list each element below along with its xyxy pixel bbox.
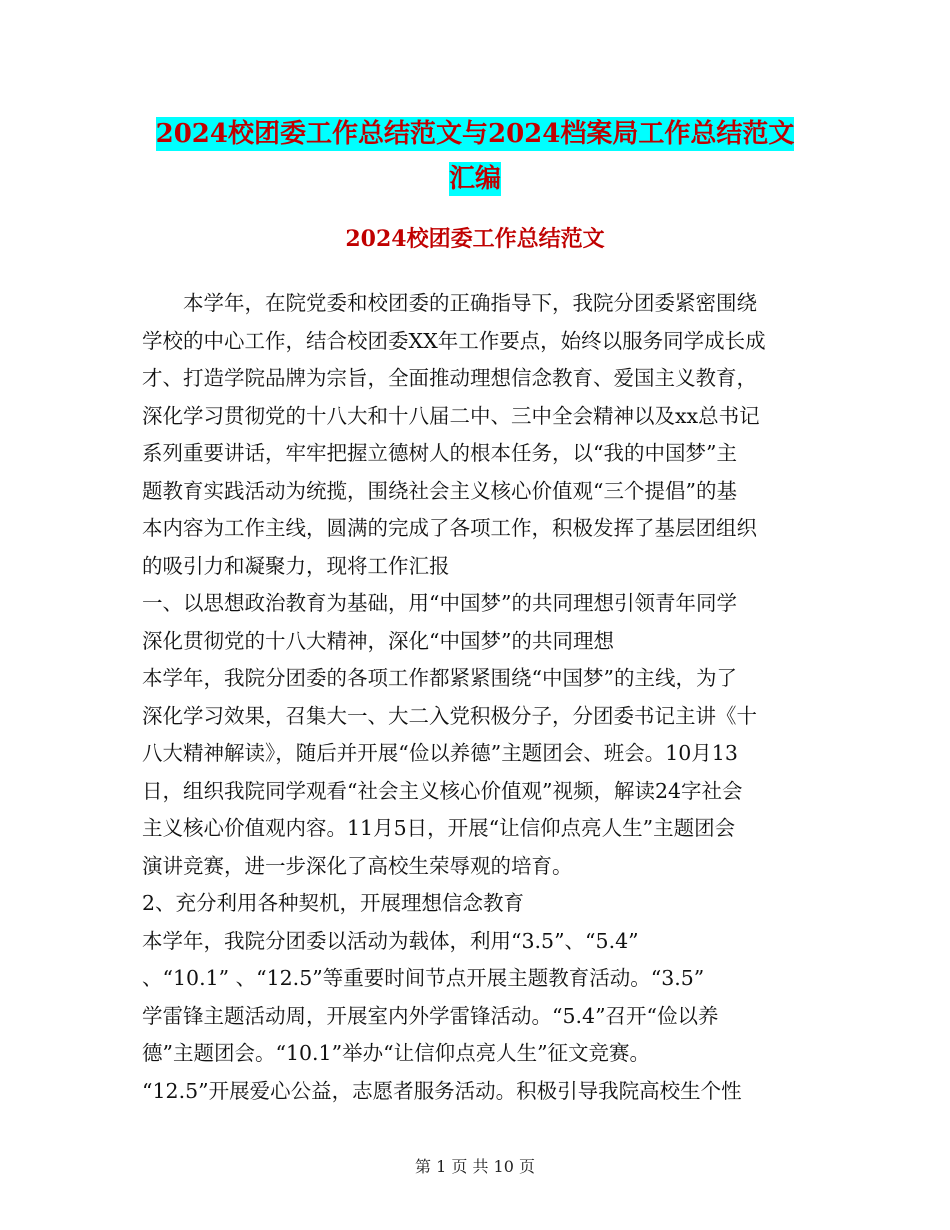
text-line: 深化学习贯彻党的十八大和十八届二中、三中全会精神以及xx总书记 [142, 403, 760, 428]
text-line: 一、以思想政治教育为基础，用“中国梦”的共同理想引领青年同学 [142, 591, 737, 615]
section-heading: 2024校团委工作总结范文 [345, 226, 605, 252]
text-line: 德”主题团会。“10.1”举办“让信仰点亮人生”征文竞赛。 [142, 1041, 651, 1065]
document-title-line-2: 汇编 [448, 164, 501, 194]
text-line: 本学年，在院党委和校团委的正确指导下，我院分团委紧密围绕 [142, 291, 757, 315]
page-number-footer: 第 1 页 共 10 页 [415, 1157, 535, 1176]
text-line: 学雷锋主题活动周，开展室内外学雷锋活动。“5.4”召开“俭以养 [142, 1003, 719, 1028]
text-line: 深化学习效果，召集大一、大二入党积极分子，分团委书记主讲《十 [142, 703, 757, 728]
text-line: 的吸引力和凝聚力，现将工作汇报 [142, 553, 450, 578]
body-text [142, 285, 807, 1110]
text-line: 才、打造学院品牌为宗旨，全面推动理想信念教育、爱国主义教育， [142, 366, 757, 390]
text-line: 本学年，我院分团委的各项工作都紧紧围绕“中国梦”的主线，为了 [142, 666, 737, 690]
text-line: 、“10.1” 、“12.5”等重要时间节点开展主题教育活动。“3.5” [142, 966, 705, 990]
text-line: 系列重要讲话，牢牢把握立德树人的根本任务，以“我的中国梦”主 [142, 441, 737, 465]
text-line: 日，组织我院同学观看“社会主义核心价值观”视频，解读24字社会 [142, 778, 743, 803]
text-line: 题教育实践活动为统揽，围绕社会主义核心价值观“三个提倡”的基 [142, 478, 737, 503]
text-line: 八大精神解读》，随后并开展“俭以养德”主题团会、班会。10月13 [142, 741, 738, 765]
text-line: “12.5”开展爱心公益，志愿者服务活动。积极引导我院高校生个性 [142, 1078, 742, 1103]
document-title-line-1: 2024校团委工作总结范文与2024档案局工作总结范文 [155, 119, 795, 149]
text-line: 学校的中心工作，结合校团委XX年工作要点，始终以服务同学成长成 [142, 328, 766, 353]
text-line: 本学年，我院分团委以活动为载体，利用“3.5”、“5.4” [142, 928, 639, 953]
text-line: 2、充分利用各种契机，开展理想信念教育 [142, 891, 525, 915]
text-line: 主义核心价值观内容。11月5日，开展“让信仰点亮人生”主题团会 [142, 816, 736, 840]
text-line: 本内容为工作主线，圆满的完成了各项工作，积极发挥了基层团组织 [142, 516, 757, 540]
text-line: 深化贯彻党的十八大精神，深化“中国梦”的共同理想 [142, 628, 614, 653]
text-line: 演讲竞赛，进一步深化了高校生荣辱观的培育。 [142, 853, 573, 878]
